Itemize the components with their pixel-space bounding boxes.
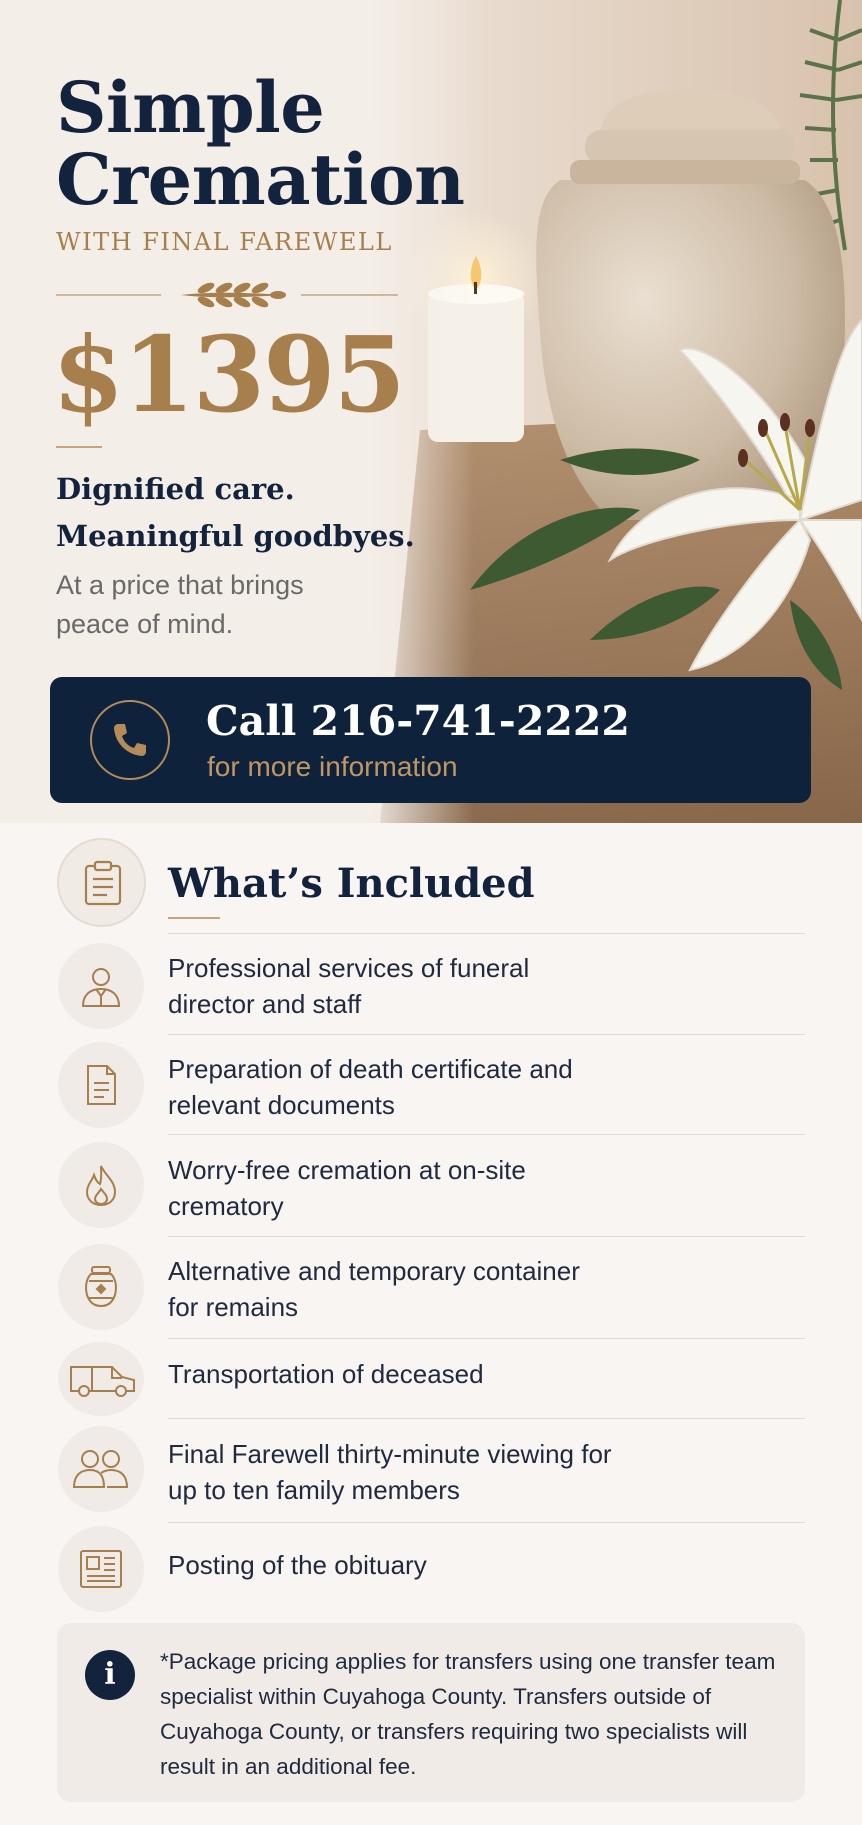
call-phone-number: Call 216-741-2222	[206, 697, 630, 745]
info-icon: i	[85, 1650, 135, 1700]
included-title-divider	[168, 917, 220, 919]
item-label: Preparation of death certificate and relevant documents	[168, 1054, 573, 1120]
tagline-sub: At a price that brings peace of mind.	[56, 570, 304, 639]
item-label: Posting of the obituary	[168, 1550, 427, 1580]
pricing-note-text: *Package pricing applies for transfers using one transfer team specialist within Cuyahoga County. Transfers outside of Cuyahoga County, or transfers requiring two specialists will result in an additional fee.	[160, 1649, 776, 1779]
package-price: $1395	[52, 313, 404, 436]
tagline: Dignified care. Meaningful goodbyes.	[56, 472, 415, 553]
item-divider	[168, 1134, 805, 1135]
page-title: Simple Cremation	[56, 66, 465, 221]
clipboard-icon	[57, 838, 146, 927]
item-label: Final Farewell thirty-minute viewing for up to ten family members	[168, 1439, 612, 1505]
call-subtext: for more information	[207, 751, 458, 782]
flourish-divider-icon	[56, 278, 398, 312]
document-icon	[58, 1042, 144, 1128]
item-divider	[168, 1418, 805, 1419]
newspaper-icon	[58, 1526, 144, 1612]
page-subtitle: WITH FINAL FAREWELL	[56, 228, 393, 256]
funeral-director-icon	[58, 943, 144, 1029]
item-label: Alternative and temporary container for remains	[168, 1256, 580, 1322]
hero-section	[0, 0, 862, 823]
included-title: What’s Included	[168, 860, 535, 907]
price-divider	[56, 446, 102, 448]
van-icon	[58, 1342, 144, 1416]
item-divider	[168, 1236, 805, 1237]
call-button[interactable]	[50, 677, 811, 803]
item-label: Transportation of deceased	[168, 1359, 484, 1389]
family-icon	[58, 1426, 144, 1512]
urn-icon	[58, 1244, 144, 1330]
flame-icon	[58, 1142, 144, 1228]
item-divider	[168, 1338, 805, 1339]
hero-heading-block	[56, 66, 465, 256]
pricing-note	[57, 1623, 805, 1802]
item-label: Professional services of funeral director and staff	[168, 953, 530, 1019]
phone-icon	[90, 700, 170, 780]
item-label: Worry-free cremation at on-site crematory	[168, 1155, 526, 1221]
item-divider	[168, 933, 805, 934]
item-divider	[168, 1034, 805, 1035]
item-divider	[168, 1522, 805, 1523]
